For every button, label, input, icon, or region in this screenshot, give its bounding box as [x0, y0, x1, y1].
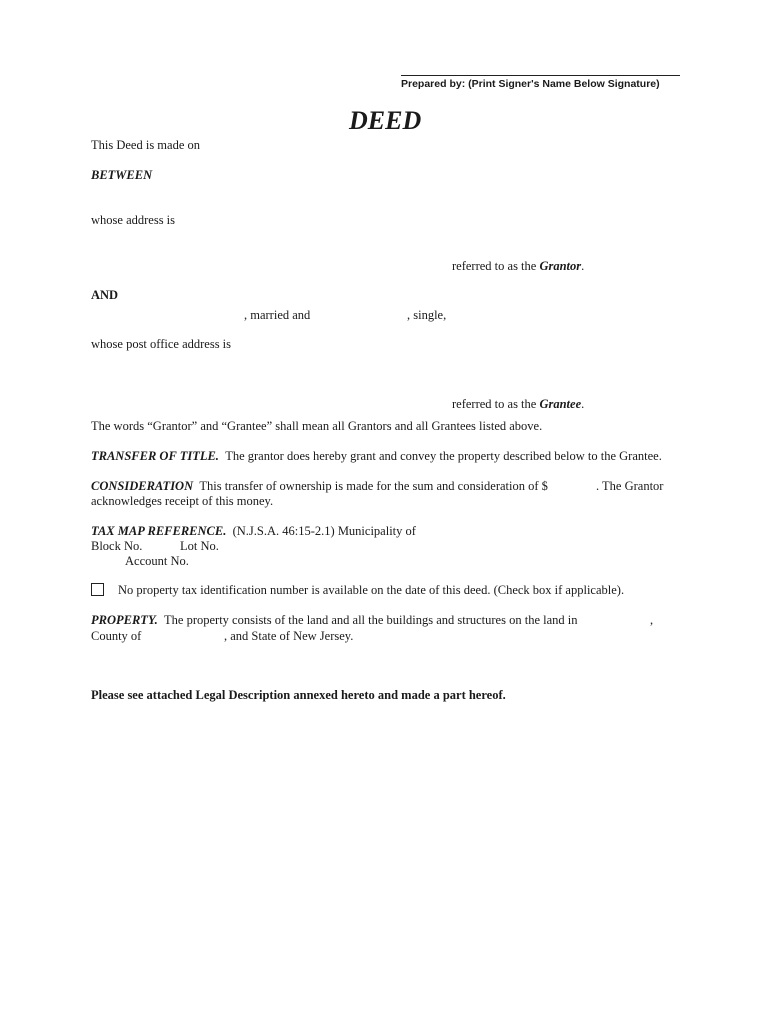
grantee-reference — [452, 397, 584, 412]
consideration-line2: acknowledges receipt of this money. — [91, 494, 274, 508]
prepared-by-label: Prepared by: (Print Signer's Name Below Signature) — [401, 78, 660, 90]
legal-description-note: Please see attached Legal Description annexed hereto and made a part hereof. — [91, 688, 506, 702]
property-heading: PROPERTY. — [91, 613, 158, 627]
between-label: BETWEEN — [91, 168, 153, 182]
no-tax-id-checkbox[interactable] — [91, 583, 104, 596]
lot-no-label: Lot No. — [180, 539, 219, 553]
deed-date-label: This Deed is made on — [91, 138, 201, 152]
grantee-address-label: whose post office address is — [91, 337, 232, 351]
grantor-ref-suffix: . — [581, 259, 585, 273]
prepared-by-signature-line — [401, 75, 680, 76]
grantor-term: Grantor — [539, 259, 582, 273]
state-label: , and State of New Jersey. — [224, 629, 354, 643]
grantee-ref-suffix: . — [581, 397, 585, 411]
grantor-ref-prefix: referred to as the — [452, 259, 540, 273]
grantee-ref-prefix: referred to as the — [452, 397, 540, 411]
property-clause — [91, 613, 577, 628]
grantor-reference — [452, 259, 584, 274]
tax-map-clause — [91, 524, 416, 539]
document-title: DEED — [349, 106, 422, 135]
transfer-text: The grantor does hereby grant and convey the property described below to the Grantee. — [225, 449, 662, 463]
county-label: County of — [91, 629, 142, 643]
property-text: The property consists of the land and all the buildings and structures on the land in — [164, 613, 578, 627]
consideration-heading: CONSIDERATION — [91, 479, 194, 493]
married-label: , married and — [244, 308, 311, 322]
no-tax-id-text: No property tax identification number is available on the date of this deed. (Check box if applicable). — [118, 583, 625, 597]
single-label: , single, — [407, 308, 447, 322]
property-comma: , — [650, 613, 654, 627]
block-no-label: Block No. — [91, 539, 143, 553]
consideration-clause — [91, 479, 548, 494]
consideration-grantor-text: . The Grantor — [596, 479, 664, 493]
tax-map-heading: TAX MAP REFERENCE. — [91, 524, 227, 538]
grantor-address-label: whose address is — [91, 213, 176, 227]
consideration-text: This transfer of ownership is made for the sum and consideration of $ — [199, 479, 548, 493]
tax-map-text: (N.J.S.A. 46:15-2.1) Municipality of — [232, 524, 416, 538]
grantee-term: Grantee — [539, 397, 582, 411]
account-no-label: Account No. — [125, 554, 189, 568]
definitions-text: The words “Grantor” and “Grantee” shall mean all Grantors and all Grantees listed above. — [91, 419, 543, 433]
transfer-heading: TRANSFER OF TITLE. — [91, 449, 219, 463]
transfer-of-title-clause — [91, 449, 662, 464]
and-label: AND — [91, 288, 119, 302]
